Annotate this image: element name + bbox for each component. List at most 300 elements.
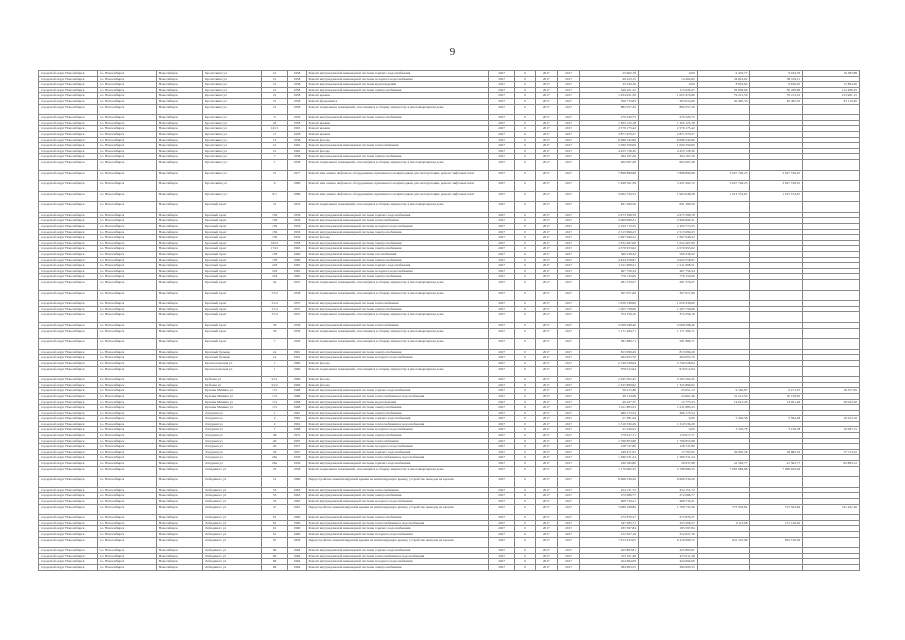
table-cell-c16: 741 447,26 bbox=[803, 504, 860, 515]
table-cell-c2: г.о. Новосибирск bbox=[97, 531, 156, 537]
table-cell-c2: г.о. Новосибирск bbox=[97, 444, 156, 450]
table-cell-c7: Переустройство невентилируемой крыши на вентилируемую крышу, устройство выходов на кровлю bbox=[306, 504, 488, 515]
table-cell-c10: 2017 bbox=[535, 246, 557, 252]
table-cell-c11: 2017 bbox=[557, 306, 579, 312]
table-cell-c10: 2017 bbox=[535, 159, 557, 170]
table-cell-c13: 4 570 953,02 bbox=[638, 246, 697, 252]
table-cell-c13: 882 057,29 bbox=[638, 104, 697, 115]
table-cell-c5: 2 bbox=[261, 416, 287, 422]
table-cell-c8: 2027 bbox=[488, 263, 514, 269]
table-cell-c12: 9 666 536,26 bbox=[580, 477, 639, 488]
table-cell-c12: 2 295 502,45 bbox=[580, 377, 639, 383]
table-cell-c4: Кропоткина ул bbox=[203, 131, 262, 137]
table-cell-c12: 1 280 531,24 bbox=[580, 455, 639, 461]
table-cell-c7: Ремонт или замена лифтового оборудования, признанного непригодным для эксплуатации, ремонт лифтовых шахт bbox=[306, 181, 488, 192]
table-cell-c2: г.о. Новосибирск bbox=[97, 170, 156, 181]
table-cell-c8: 2027 bbox=[488, 218, 514, 224]
table-cell-c13: 1 796 853,98 bbox=[638, 438, 697, 444]
table-cell-c11: 2017 bbox=[557, 553, 579, 559]
table-cell-c2: г.о. Новосибирск bbox=[97, 224, 156, 230]
table-cell-c9: 0 bbox=[515, 444, 535, 450]
table-cell-c3: Новосибирск bbox=[156, 526, 203, 532]
table-cell-c12: 281 379,27 bbox=[580, 280, 639, 291]
table-cell-c5: 26а bbox=[261, 461, 287, 467]
table-cell-c2: г.о. Новосибирск bbox=[97, 235, 156, 241]
table-cell-c11: 2017 bbox=[557, 328, 579, 339]
table-cell-c2: г.о. Новосибирск bbox=[97, 349, 156, 355]
table-cell-c5: 51/4 bbox=[261, 301, 287, 307]
table-cell-c10: 2017 bbox=[535, 131, 557, 137]
table-cell-c6: 1968 bbox=[288, 405, 306, 411]
table-cell-c1: городской округ Новосибирск bbox=[39, 306, 98, 312]
table-cell-c16: 17 894,50 bbox=[803, 82, 860, 88]
table-row bbox=[39, 466, 860, 477]
table-cell-c11: 2017 bbox=[557, 312, 579, 323]
table-cell-c10: 2017 bbox=[535, 212, 557, 218]
table-cell-c1: городской округ Новосибирск bbox=[39, 410, 98, 416]
table-cell-c11: 2017 bbox=[557, 191, 579, 202]
table-cell-c13: 902 067,28 bbox=[638, 159, 697, 170]
table-cell-c15: 1 013 574,67 bbox=[750, 191, 803, 202]
table-cell-c12: 841 369,56 bbox=[580, 202, 639, 213]
table-cell-c8: 2027 bbox=[488, 410, 514, 416]
table-cell-c3: Новосибирск bbox=[156, 87, 203, 93]
table-cell-c11: 2017 bbox=[557, 531, 579, 537]
table-cell-c1: городской округ Новосибирск bbox=[39, 537, 98, 548]
table-cell-c8: 2027 bbox=[488, 328, 514, 339]
table-cell-c6: 1959 bbox=[288, 455, 306, 461]
table-cell-c6: 1956 bbox=[288, 235, 306, 241]
table-cell-c9: 0 bbox=[515, 382, 535, 388]
table-cell-c16 bbox=[803, 328, 860, 339]
table-cell-c9: 0 bbox=[515, 290, 535, 301]
table-cell-c16: 81 110,40 bbox=[803, 98, 860, 104]
table-cell-c16: 18 357,95 bbox=[803, 388, 860, 394]
table-cell-c4: Лебединого ул bbox=[203, 526, 262, 532]
table-cell-c7: Ремонт подвальных помещений, относящихся к общему имуществу в многоквартирном доме bbox=[306, 104, 488, 115]
table-cell-c2: г.о. Новосибирск bbox=[97, 393, 156, 399]
table-cell-c10: 2017 bbox=[535, 349, 557, 355]
table-cell-c5: 21 bbox=[261, 87, 287, 93]
table-cell-c3: Новосибирск bbox=[156, 76, 203, 82]
table-cell-c11: 2017 bbox=[557, 433, 579, 439]
table-cell-c4: Кропоткина ул bbox=[203, 115, 262, 121]
table-cell-c4: Лазурная ул bbox=[203, 449, 262, 455]
table-cell-c12: 35 226,16 bbox=[580, 82, 639, 88]
table-cell-c8: 2027 bbox=[488, 143, 514, 149]
table-cell-c8: 2027 bbox=[488, 170, 514, 181]
table-cell-c2: г.о. Новосибирск bbox=[97, 212, 156, 218]
table-cell-c5: 21 bbox=[261, 93, 287, 99]
table-cell-c3: Новосибирск bbox=[156, 274, 203, 280]
table-cell-c5: 56 bbox=[261, 328, 287, 339]
table-cell-c7: Ремонт крыши bbox=[306, 120, 488, 126]
table-cell-c2: г.о. Новосибирск bbox=[97, 229, 156, 235]
table-cell-c4: Кропоткина ул bbox=[203, 87, 262, 93]
table-cell-c1: городской округ Новосибирск bbox=[39, 252, 98, 258]
table-cell-c3: Новосибирск bbox=[156, 257, 203, 263]
table-cell-c14: 31 213,50 bbox=[697, 393, 750, 399]
table-cell-c1: городской округ Новосибирск bbox=[39, 366, 98, 377]
table-cell-c2: г.о. Новосибирск bbox=[97, 416, 156, 422]
table-cell-c11: 2017 bbox=[557, 235, 579, 241]
table-cell-c10: 2017 bbox=[535, 339, 557, 350]
table-cell-c9: 0 bbox=[515, 87, 535, 93]
table-cell-c15 bbox=[750, 159, 803, 170]
table-cell-c15 bbox=[750, 312, 803, 323]
table-cell-c5: 218 bbox=[261, 268, 287, 274]
table-cell-c11: 2017 bbox=[557, 416, 579, 422]
table-cell-c9: 0 bbox=[515, 312, 535, 323]
table-cell-c13: 12 775,53 bbox=[638, 399, 697, 405]
table-cell-c6: 1956 bbox=[288, 212, 306, 218]
table-cell-c14: 573 593,82 bbox=[697, 504, 750, 515]
table-cell-c6: 1966 bbox=[288, 377, 306, 383]
table-cell-c8: 2027 bbox=[488, 399, 514, 405]
table-cell-c3: Новосибирск bbox=[156, 98, 203, 104]
table-cell-c10: 2017 bbox=[535, 240, 557, 246]
table-cell-c16: 112 489,25 bbox=[803, 87, 860, 93]
table-cell-c1: городской округ Новосибирск bbox=[39, 405, 98, 411]
table-cell-c6: 1937 bbox=[288, 280, 306, 291]
table-cell-c9: 0 bbox=[515, 564, 535, 570]
table-cell-c6: 1961 bbox=[288, 349, 306, 355]
table-cell-c6: 1937 bbox=[288, 306, 306, 312]
table-cell-c10: 2017 bbox=[535, 499, 557, 505]
table-cell-c7: Ремонт внутридомовой инженерной системы газоснабжения bbox=[306, 252, 488, 258]
table-cell-c6: 1962 bbox=[288, 143, 306, 149]
table-cell-c3: Новосибирск bbox=[156, 71, 203, 77]
table-cell-c12: 2 673 398,78 bbox=[580, 212, 639, 218]
table-cell-c5: 31 bbox=[261, 202, 287, 213]
table-cell-c14 bbox=[697, 564, 750, 570]
table-cell-c8: 2027 bbox=[488, 154, 514, 160]
table-cell-c1: городской округ Новосибирск bbox=[39, 526, 98, 532]
table-cell-c2: г.о. Новосибирск bbox=[97, 191, 156, 202]
table-cell-c2: г.о. Новосибирск bbox=[97, 328, 156, 339]
table-cell-c5: 159 bbox=[261, 235, 287, 241]
table-cell-c12: 183 597,84 bbox=[580, 526, 639, 532]
table-cell-c9: 0 bbox=[515, 322, 535, 328]
table-cell-c12: 1 090 359,06 bbox=[580, 143, 639, 149]
table-cell-c15 bbox=[750, 280, 803, 291]
table-cell-c5: 13 bbox=[261, 137, 287, 143]
table-cell-c6: 1960 bbox=[288, 257, 306, 263]
table-cell-c9: 0 bbox=[515, 257, 535, 263]
table-cell-c3: Новосибирск bbox=[156, 433, 203, 439]
table-cell-c6: 1986 bbox=[288, 191, 306, 202]
table-row bbox=[39, 339, 860, 350]
table-cell-c12: 1 325 869,62 bbox=[580, 382, 639, 388]
table-cell-c16 bbox=[803, 339, 860, 350]
table-cell-c3: Новосибирск bbox=[156, 280, 203, 291]
table-cell-c3: Новосибирск bbox=[156, 137, 203, 143]
table-cell-c6: 1960 bbox=[288, 515, 306, 521]
table-row bbox=[39, 366, 860, 377]
table-cell-c2: г.о. Новосибирск bbox=[97, 493, 156, 499]
table-cell-c1: городской округ Новосибирск bbox=[39, 382, 98, 388]
table-cell-c10: 2017 bbox=[535, 170, 557, 181]
table-cell-c3: Новосибирск bbox=[156, 449, 203, 455]
table-cell-c1: городской округ Новосибирск bbox=[39, 388, 98, 394]
table-cell-c1: городской округ Новосибирск bbox=[39, 290, 98, 301]
table-cell-c12: 249 471,55 bbox=[580, 449, 639, 455]
table-cell-c1: городской округ Новосибирск bbox=[39, 322, 98, 328]
table-cell-c3: Новосибирск bbox=[156, 218, 203, 224]
table-cell-c9: 0 bbox=[515, 559, 535, 565]
table-cell-c11: 2017 bbox=[557, 322, 579, 328]
table-cell-c11: 2017 bbox=[557, 126, 579, 132]
table-cell-c5: 33 bbox=[261, 499, 287, 505]
table-body bbox=[39, 71, 860, 571]
table-cell-c2: г.о. Новосибирск bbox=[97, 76, 156, 82]
table-cell-c5: 21 bbox=[261, 76, 287, 82]
table-cell-c5: 17а bbox=[261, 393, 287, 399]
table-cell-c10: 2017 bbox=[535, 202, 557, 213]
table-cell-c5: 178 bbox=[261, 252, 287, 258]
table-cell-c12: 776 150,09 bbox=[580, 274, 639, 280]
table-cell-c5: 2 bbox=[261, 421, 287, 427]
table-cell-c8: 2027 bbox=[488, 104, 514, 115]
table-cell-c9: 0 bbox=[515, 82, 535, 88]
table-cell-c3: Новосибирск bbox=[156, 515, 203, 521]
table-cell-c14: 8 816,94 bbox=[697, 82, 750, 88]
table-cell-c3: Новосибирск bbox=[156, 120, 203, 126]
table-cell-c6: 1937 bbox=[288, 301, 306, 307]
table-row bbox=[39, 290, 860, 301]
table-cell-c12: 1 634 931,58 bbox=[580, 93, 639, 99]
table-cell-c12: 21 581,94 bbox=[580, 416, 639, 422]
table-cell-c2: г.о. Новосибирск bbox=[97, 274, 156, 280]
table-cell-c15: 38 104,11 bbox=[750, 76, 803, 82]
table-cell-c6: 1958 bbox=[288, 71, 306, 77]
table-cell-c9: 0 bbox=[515, 212, 535, 218]
table-cell-c1: городской округ Новосибирск bbox=[39, 115, 98, 121]
table-cell-c2: г.о. Новосибирск bbox=[97, 399, 156, 405]
table-cell-c1: городской округ Новосибирск bbox=[39, 301, 98, 307]
table-cell-c15: 3 216,78 bbox=[750, 427, 803, 433]
table-cell-c2: г.о. Новосибирск bbox=[97, 360, 156, 366]
table-cell-c4: Красный пр-кт bbox=[203, 240, 262, 246]
table-cell-c8: 2027 bbox=[488, 235, 514, 241]
table-cell-c1: городской округ Новосибирск bbox=[39, 191, 98, 202]
table-cell-c12: 581 889,71 bbox=[580, 339, 639, 350]
table-row bbox=[39, 537, 860, 548]
table-cell-c13: 374 356,10 bbox=[638, 312, 697, 323]
table-cell-c6: 1929 bbox=[288, 339, 306, 350]
table-cell-c15: 41 502,77 bbox=[750, 461, 803, 467]
table-cell-c5: 141/1 bbox=[261, 126, 287, 132]
table-cell-c1: городской округ Новосибирск bbox=[39, 181, 98, 192]
table-cell-c1: городской округ Новосибирск bbox=[39, 170, 98, 181]
table-cell-c8: 2027 bbox=[488, 229, 514, 235]
table-cell-c3: Новосибирск bbox=[156, 377, 203, 383]
table-cell-c13: 1 903 648,28 bbox=[638, 191, 697, 202]
table-cell-c6: 1962 bbox=[288, 148, 306, 154]
table-cell-c10: 2017 bbox=[535, 328, 557, 339]
table-cell-c2: г.о. Новосибирск bbox=[97, 520, 156, 526]
table-cell-c2: г.о. Новосибирск bbox=[97, 93, 156, 99]
table-cell-c10: 2017 bbox=[535, 98, 557, 104]
table-cell-c8: 2027 bbox=[488, 493, 514, 499]
table-cell-c7: Ремонт внутридомовой инженерной системы холодного водоснабжения bbox=[306, 355, 488, 361]
table-cell-c12: 48 134,09 bbox=[580, 393, 639, 399]
table-cell-c9: 0 bbox=[515, 433, 535, 439]
table-cell-c4: Лазурная ул bbox=[203, 421, 262, 427]
table-cell-c6: 1962 bbox=[288, 421, 306, 427]
table-cell-c10: 2017 bbox=[535, 115, 557, 121]
table-cell-c8: 2027 bbox=[488, 252, 514, 258]
table-cell-c5: 47 bbox=[261, 504, 287, 515]
table-cell-c5: 61 bbox=[261, 531, 287, 537]
table-cell-c2: г.о. Новосибирск bbox=[97, 104, 156, 115]
table-cell-c13: 0,00 bbox=[638, 71, 697, 77]
table-cell-c8: 2027 bbox=[488, 520, 514, 526]
table-cell-c4: Лебединого ул bbox=[203, 537, 262, 548]
table-cell-c3: Новосибирск bbox=[156, 427, 203, 433]
table-cell-c11: 2017 bbox=[557, 115, 579, 121]
table-cell-c10: 2017 bbox=[535, 257, 557, 263]
table-cell-c3: Новосибирск bbox=[156, 399, 203, 405]
table-cell-c8: 2027 bbox=[488, 301, 514, 307]
table-cell-c10: 2017 bbox=[535, 548, 557, 554]
table-cell-c10: 2017 bbox=[535, 382, 557, 388]
table-cell-c9: 0 bbox=[515, 360, 535, 366]
table-cell-c6: 1960 bbox=[288, 366, 306, 377]
table-cell-c3: Новосибирск bbox=[156, 537, 203, 548]
table-cell-c9: 0 bbox=[515, 76, 535, 82]
table-cell-c8: 2027 bbox=[488, 322, 514, 328]
table-cell-c12: 425 803,81 bbox=[580, 548, 639, 554]
table-cell-c13: 1 310 536,29 bbox=[638, 421, 697, 427]
table-cell-c5: 2а bbox=[261, 349, 287, 355]
table-cell-c9: 0 bbox=[515, 416, 535, 422]
table-cell-c9: 0 bbox=[515, 504, 535, 515]
table-cell-c6: 1963 bbox=[288, 246, 306, 252]
table-cell-c2: г.о. Новосибирск bbox=[97, 246, 156, 252]
table-cell-c8: 2027 bbox=[488, 224, 514, 230]
table-cell-c12: 1 050 338,60 bbox=[580, 301, 639, 307]
table-cell-c4: Лазурная ул bbox=[203, 427, 262, 433]
table-cell-c2: г.о. Новосибирск bbox=[97, 126, 156, 132]
table-row bbox=[39, 280, 860, 291]
table-cell-c4: Кропоткина ул bbox=[203, 159, 262, 170]
table-cell-c8: 2027 bbox=[488, 115, 514, 121]
table-cell-c3: Новосибирск bbox=[156, 416, 203, 422]
table-cell-c11: 2017 bbox=[557, 339, 579, 350]
table-cell-c13: 0,00 bbox=[638, 427, 697, 433]
table-cell-c2: г.о. Новосибирск bbox=[97, 553, 156, 559]
table-cell-c15: 573 593,82 bbox=[750, 504, 803, 515]
table-cell-c14: 9 113,08 bbox=[697, 520, 750, 526]
table-cell-c13: 24 661,46 bbox=[638, 393, 697, 399]
table-cell-c13: 128 747,80 bbox=[638, 444, 697, 450]
table-cell-c11: 2017 bbox=[557, 229, 579, 235]
table-cell-c6: 1963 bbox=[288, 126, 306, 132]
table-cell-c9: 0 bbox=[515, 410, 535, 416]
table-cell-c6: 1958 bbox=[288, 82, 306, 88]
table-cell-c11: 2017 bbox=[557, 438, 579, 444]
table-cell-c12: 384 993,55 bbox=[580, 564, 639, 570]
table-cell-c6: 1937 bbox=[288, 312, 306, 323]
table-cell-c2: г.о. Новосибирск bbox=[97, 148, 156, 154]
table-cell-c9: 0 bbox=[515, 115, 535, 121]
table-cell-c4: Красный пр-кт bbox=[203, 290, 262, 301]
table-cell-c7: Ремонт внутридомовой инженерной системы горячего водоснабжения bbox=[306, 548, 488, 554]
table-cell-c4: Красный пр-кт bbox=[203, 328, 262, 339]
table-cell-c11: 2017 bbox=[557, 301, 579, 307]
table-cell-c2: г.о. Новосибирск bbox=[97, 306, 156, 312]
table-cell-c5: 178 bbox=[261, 257, 287, 263]
table-cell-c2: г.о. Новосибирск bbox=[97, 421, 156, 427]
table-cell-c16 bbox=[803, 366, 860, 377]
table-cell-c12: 7 913 433,05 bbox=[580, 537, 639, 548]
table-cell-c6: 1933 bbox=[288, 202, 306, 213]
table-cell-c7: Ремонт подвальных помещений, относящихся к общему имуществу в многоквартирном доме bbox=[306, 339, 488, 350]
table-cell-c3: Новосибирск bbox=[156, 240, 203, 246]
table-cell-c4: Кропоткина ул bbox=[203, 137, 262, 143]
table-cell-c2: г.о. Новосибирск bbox=[97, 181, 156, 192]
table-cell-c5: 42 bbox=[261, 280, 287, 291]
table-cell-c11: 2017 bbox=[557, 427, 579, 433]
table-cell-c2: г.о. Новосибирск bbox=[97, 322, 156, 328]
table-cell-c5: 159 bbox=[261, 212, 287, 218]
table-cell-c8: 2027 bbox=[488, 526, 514, 532]
table-cell-c4: Красный пр-кт bbox=[203, 301, 262, 307]
table-cell-c11: 2017 bbox=[557, 280, 579, 291]
table-cell-c15: 56 439,66 bbox=[750, 87, 803, 93]
table-cell-c3: Новосибирск bbox=[156, 131, 203, 137]
table-cell-c2: г.о. Новосибирск bbox=[97, 410, 156, 416]
table-cell-c7: Ремонт фундамента bbox=[306, 98, 488, 104]
table-cell-c8: 2027 bbox=[488, 290, 514, 301]
table-cell-c4: Красный пр-кт bbox=[203, 268, 262, 274]
table-cell-c4: Кропоткина ул bbox=[203, 98, 262, 104]
table-cell-c6: 1960 bbox=[288, 360, 306, 366]
table-cell-c12: 374 356,10 bbox=[580, 312, 639, 323]
table-cell-c4: Красносельская ул bbox=[203, 360, 262, 366]
table-cell-c7: Ремонт подвальных помещений, относящихся к общему имуществу в многоквартирном доме bbox=[306, 328, 488, 339]
table-cell-c11: 2017 bbox=[557, 520, 579, 526]
table-cell-c8: 2027 bbox=[488, 202, 514, 213]
table-cell-c12: 307 971,69 bbox=[580, 290, 639, 301]
table-row bbox=[39, 159, 860, 170]
table-cell-c6: 1957 bbox=[288, 444, 306, 450]
table-cell-c13: 14 464,82 bbox=[638, 76, 697, 82]
table-cell-c14: 41 563,77 bbox=[697, 461, 750, 467]
table-cell-c1: городской округ Новосибирск bbox=[39, 98, 98, 104]
table-cell-c2: г.о. Новосибирск bbox=[97, 137, 156, 143]
table-cell-c12: 882 057,29 bbox=[580, 104, 639, 115]
table-cell-c5: 21 bbox=[261, 71, 287, 77]
table-cell-c13: 1 052 467,00 bbox=[638, 240, 697, 246]
table-cell-c3: Новосибирск bbox=[156, 438, 203, 444]
table-cell-c2: г.о. Новосибирск bbox=[97, 504, 156, 515]
table-cell-c3: Новосибирск bbox=[156, 477, 203, 488]
table-cell-c11: 2017 bbox=[557, 218, 579, 224]
table-cell-c1: городской округ Новосибирск bbox=[39, 466, 98, 477]
table-row bbox=[39, 328, 860, 339]
table-cell-c10: 2017 bbox=[535, 537, 557, 548]
table-cell-c12: 3 962 750,53 bbox=[580, 191, 639, 202]
table-cell-c12: 21 526,91 bbox=[580, 427, 639, 433]
table-cell-c14 bbox=[697, 312, 750, 323]
table-cell-c2: г.о. Новосибирск bbox=[97, 388, 156, 394]
table-cell-c4: Кропоткина ул bbox=[203, 82, 262, 88]
table-cell-c4: Кузьмы Минина ул bbox=[203, 393, 262, 399]
table-cell-c3: Новосибирск bbox=[156, 461, 203, 467]
table-cell-c5: 7 bbox=[261, 427, 287, 433]
